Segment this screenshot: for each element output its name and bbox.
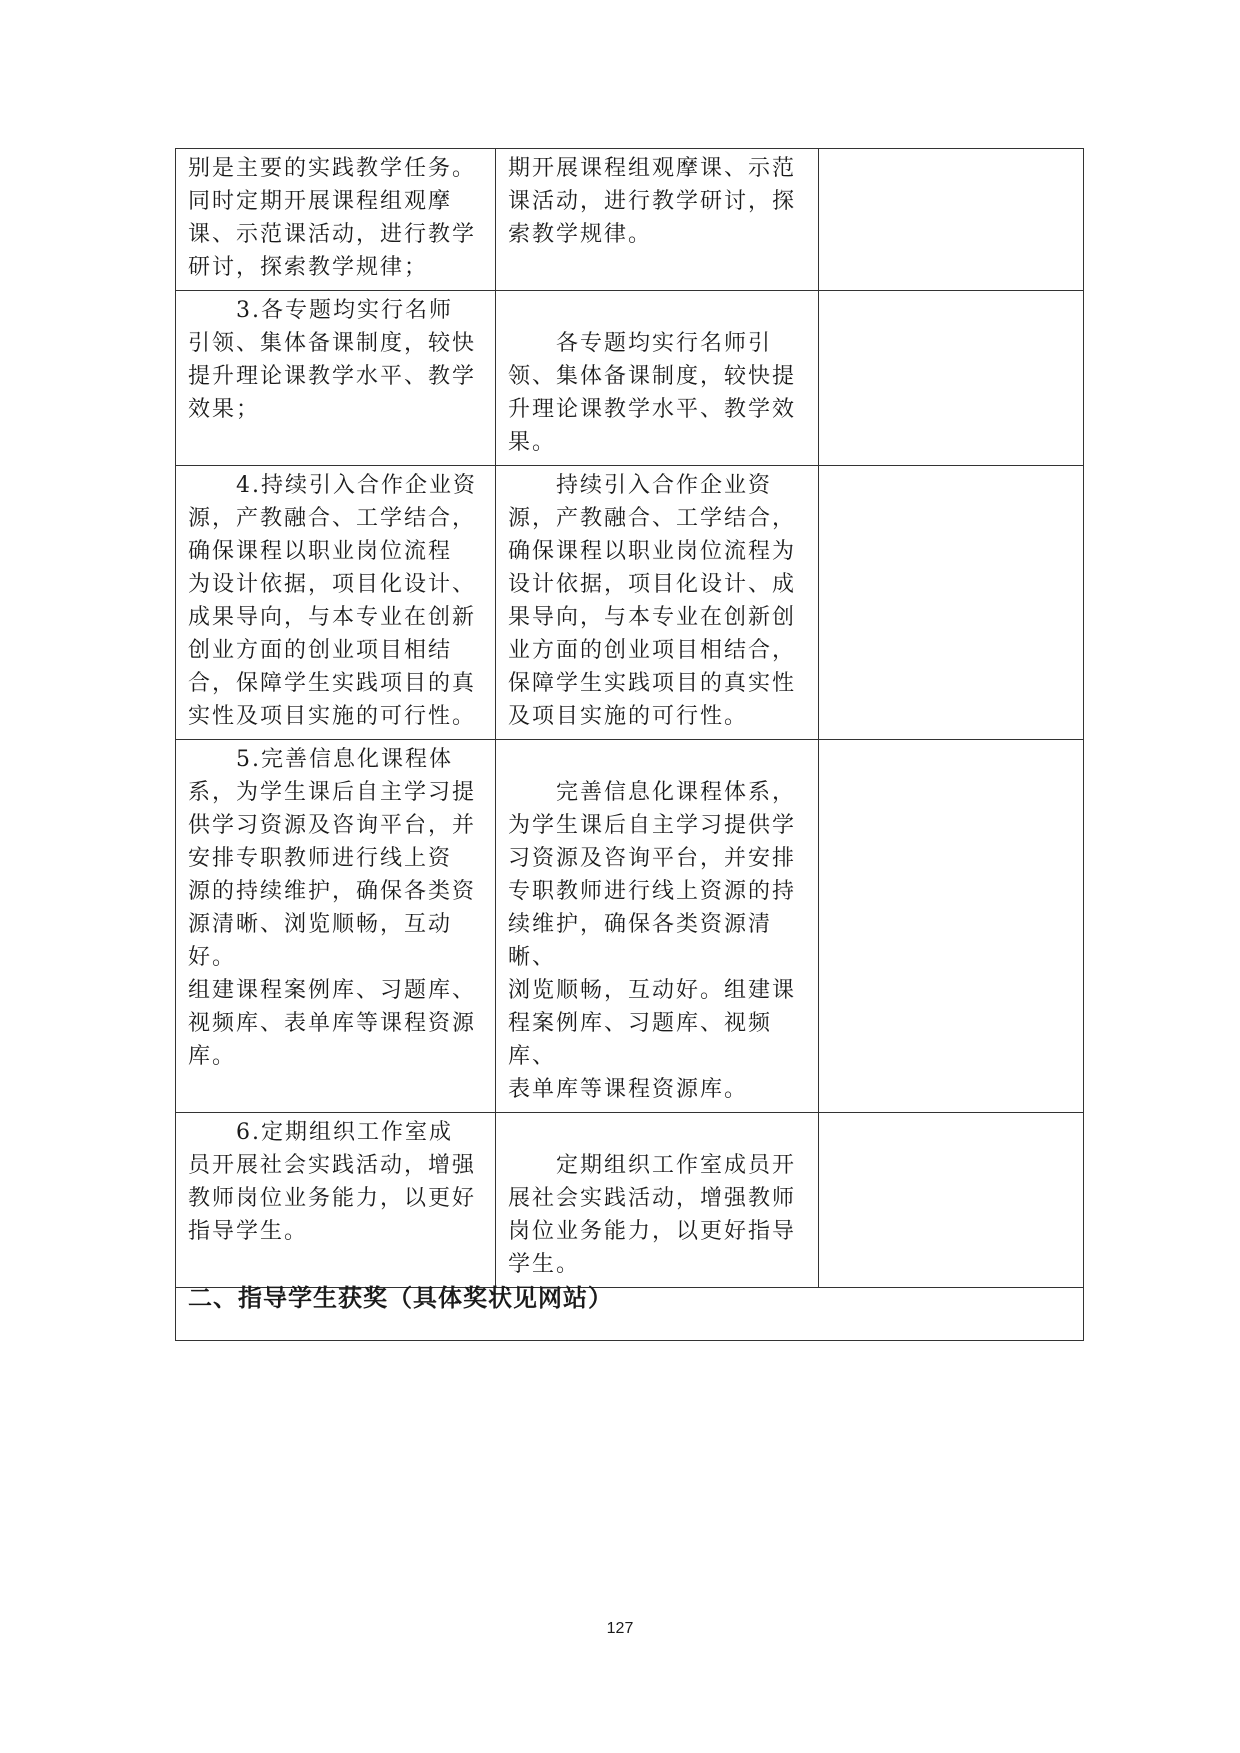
table-cell: 期开展课程组观摩课、示范 课活动，进行教学研讨，探 索教学规律。 — [496, 149, 819, 291]
table-cell — [819, 1113, 1084, 1288]
table-cell: 各专题均实行名师引 领、集体备课制度，较快提 升理论课教学水平、教学效 果。 — [496, 291, 819, 466]
table-cell — [819, 466, 1084, 740]
table-cell — [819, 149, 1084, 291]
table-cell — [819, 740, 1084, 1113]
table-cell: 定期组织工作室成员开 展社会实践活动，增强教师 岗位业务能力，以更好指导 学生。 — [496, 1113, 819, 1288]
section-heading: 二、指导学生获奖（具体奖状见网站） — [188, 1284, 613, 1312]
table-row — [176, 1113, 1084, 1288]
table-row — [176, 149, 1084, 291]
table-cell: 别是主要的实践教学任务。 同时定期开展课程组观摩 课、示范课活动，进行教学 研讨，探索教学规律； — [176, 149, 496, 291]
table-row — [176, 466, 1084, 740]
reform-table — [175, 148, 1084, 1341]
table-cell: 3.各专题均实行名师 引领、集体备课制度，较快 提升理论课教学水平、教学 效果； — [176, 291, 496, 466]
table-cell: 持续引入合作企业资 源，产教融合、工学结合， 确保课程以职业岗位流程为 设计依据，项目化设计、成 果导向，与本专业在创新创 业方面的创业项目相结合， 保障学生实践项目的真实性 及项目实施的可行性。 — [496, 466, 819, 740]
table-cell: 完善信息化课程体系， 为学生课后自主学习提供学 习资源及咨询平台，并安排 专职教师进行线上资源的持 续维护，确保各类资源清晰、 浏览顺畅，互动好。组建课 程案例库、习题库、视频库、 表单库等课程资源库。 — [496, 740, 819, 1113]
table-cell — [819, 291, 1084, 466]
table-row — [176, 740, 1084, 1113]
table-row — [176, 291, 1084, 466]
table-cell: 5.完善信息化课程体 系，为学生课后自主学习提 供学习资源及咨询平台，并 安排专职教师进行线上资 源的持续维护，确保各类资 源清晰、浏览顺畅，互动好。 组建课程案例库、习题库、 视频库、表单库等课程资源 库。 — [176, 740, 496, 1113]
table-cell: 4.持续引入合作企业资 源，产教融合、工学结合， 确保课程以职业岗位流程 为设计依据，项目化设计、 成果导向，与本专业在创新 创业方面的创业项目相结 合，保障学生实践项目的真 实性及项目实施的可行性。 — [176, 466, 496, 740]
page-number: 127 — [606, 1620, 634, 1637]
table-cell: 6.定期组织工作室成 员开展社会实践活动，增强 教师岗位业务能力，以更好 指导学生。 — [176, 1113, 496, 1288]
